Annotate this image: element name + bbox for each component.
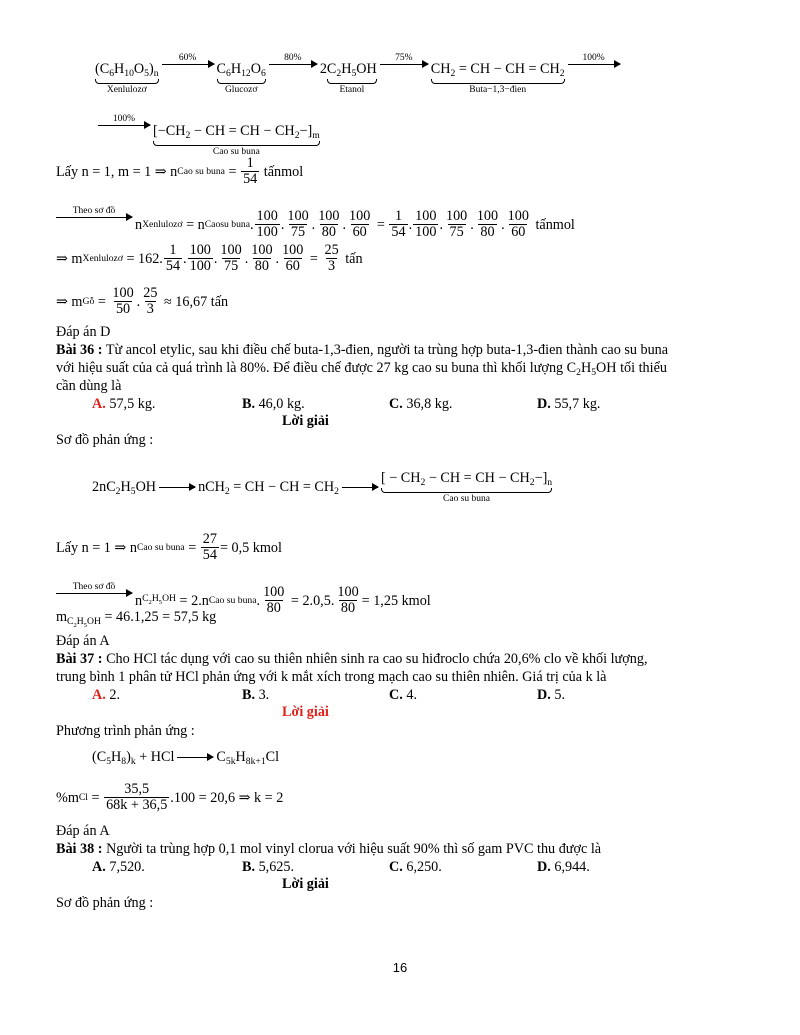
arrow-75: 75% bbox=[380, 53, 428, 76]
solution-heading-38: Lời giải bbox=[282, 876, 329, 892]
choice-38-d[interactable]: D. 6,944. bbox=[537, 859, 590, 875]
problem-36-line-2: với hiệu suất của cả quá trình là 80%. Để điều chế được 27 kg cao su buna thì khối lượng $C_2H_5OH$ tối thiểu bbox=[56, 360, 667, 378]
calc-line-1: Lấy n = 1, m = 1 ⇒ n Cao su buna = $\frac{1}{54}$ tấnmol bbox=[56, 155, 304, 187]
answer-36: Đáp án A bbox=[56, 633, 110, 649]
formula-glucoza: $C_6H_{12}O_6$ Glucozơ bbox=[216, 61, 266, 95]
calc-line-4: ⇒ m Gỗ = $\frac{100}{50}$ . $\frac{25}{3}$ ≈ 16,67 tấn bbox=[56, 285, 229, 317]
solution-heading-36: Lời giải bbox=[282, 413, 329, 429]
choice-37-a[interactable]: A. 2. bbox=[92, 687, 120, 703]
calc-36-line-2: Theo sơ đồ n $C_2H_5OH$ = 2.n Cao su buna . $\frac{100}{80}$ = 2.0,5. $\frac{100}{80}$ = 1,25 kmol bbox=[56, 576, 431, 616]
arrow-100-b: 100% bbox=[98, 114, 150, 137]
formula-cao-su-buna: [$-CH_2$ − CH = CH − $CH_2-]_m$ Cao su buna bbox=[153, 122, 320, 157]
calc-36-line-1: Lấy n = 1 ⇒ n Cao su buna = $\frac{27}{54}$ = 0,5 kmol bbox=[56, 531, 282, 563]
reaction-equation-37: $(C_5H_8)_k$ + HCl $C_{5k}H_{8k+1}Cl$ bbox=[92, 749, 280, 767]
problem-36-line-3: cần dùng là bbox=[56, 378, 122, 394]
answer-37: Đáp án A bbox=[56, 823, 110, 839]
calc-line-2: Theo sơ đồ n Xenlulozơ = n Caosu buna . $\frac{100}{100}$ . $\frac{100}{75}$ . $\frac{100}{80}$ . $\frac{100}{60}$ = $\frac{1}{54}$ . $\frac{100}{100}$ . $\frac{100}{75}$ . $\frac{100}{80}$ . $\frac{100}{60}$ tấnmol bbox=[56, 200, 575, 240]
arrow-60: 60% bbox=[162, 53, 214, 76]
reaction-equation-36: $2nC_2H_5OH$ nCH$_2$ = CH − CH = $CH_2$ [ − $CH_2$ − CH = CH − $CH_2-]_n$ Cao su buna bbox=[92, 470, 553, 504]
arrow-80: 80% bbox=[269, 53, 317, 76]
formula-butadien: $CH_2$ = CH − CH = $CH_2$ Buta−1,3−đien bbox=[430, 61, 565, 95]
equation-title-37: Phương trình phản ứng : bbox=[56, 723, 195, 739]
scheme-title-38: Sơ đồ phản ứng : bbox=[56, 895, 154, 911]
calc-37-line-1: %m Cl = $\frac{35,5}{68k + 36,5}$ .100 = 20,6 ⇒ k = 2 bbox=[56, 781, 284, 813]
choice-36-a[interactable]: A. 57,5 kg. bbox=[92, 396, 156, 412]
choice-36-d[interactable]: D. 55,7 kg. bbox=[537, 396, 601, 412]
choice-37-b[interactable]: B. 3. bbox=[242, 687, 270, 703]
arrow-100: 100% bbox=[568, 53, 620, 76]
calc-line-3: ⇒ m Xenlulozơ = 162. $\frac{1}{54}$ . $\frac{100}{100}$ . $\frac{100}{75}$ . $\frac{100}{80}$ . $\frac{100}{60}$ = $\frac{25}{3}$ tấn bbox=[56, 242, 363, 274]
choice-37-d[interactable]: D. 5. bbox=[537, 687, 565, 703]
reaction-scheme-row-1: $(C_6H_{10}O_5)_n$ Xenlulozơ 60% $C_6H_{12}O_6$ Glucozơ 80% 2 $C_2H_5OH$ Etanol 75% $CH_2$ = CH − CH = $CH_2$ Buta−1,3−đien 100% bbox=[95, 60, 623, 96]
problem-36-line-1: Bài 36 : Từ ancol etylic, sau khi điều chế buta-1,3-đien, người ta trùng hợp buta-1,3-đien thành cao su buna bbox=[56, 342, 669, 358]
choice-38-c[interactable]: C. 6,250. bbox=[389, 859, 442, 875]
scheme-title-36: Sơ đồ phản ứng : bbox=[56, 432, 154, 448]
problem-37-line-1: Bài 37 : Cho HCl tác dụng với cao su thiên nhiên sinh ra cao su hiđroclo chứa 20,6% clo về khối lượng, bbox=[56, 651, 648, 667]
problem-38-line-1: Bài 38 : Người ta trùng hợp 0,1 mol vinyl clorua với hiệu suất 90% thì số gam PVC thu được là bbox=[56, 841, 602, 857]
choice-37-c[interactable]: C. 4. bbox=[389, 687, 417, 703]
choice-36-c[interactable]: C. 36,8 kg. bbox=[389, 396, 453, 412]
choice-36-b[interactable]: B. 46,0 kg. bbox=[242, 396, 305, 412]
answer-35: Đáp án D bbox=[56, 324, 111, 340]
calc-36-line-3: $m_{C_2H_5OH} = 46.1,25 = 57,5$ kg bbox=[56, 609, 217, 629]
reaction-scheme-row-2 bbox=[95, 108, 320, 158]
choice-38-b[interactable]: B. 5,625. bbox=[242, 859, 295, 875]
page-number: 16 bbox=[392, 960, 408, 975]
choice-38-a[interactable]: A. 7,520. bbox=[92, 859, 145, 875]
formula-cao-su-buna-36: [ − $CH_2$ − CH = CH − $CH_2-]_n$ Cao su buna bbox=[380, 470, 553, 504]
solution-heading-37: Lời giải bbox=[282, 704, 329, 720]
formula-xenluloza: $(C_6H_{10}O_5)_n$ Xenlulozơ bbox=[95, 61, 159, 95]
problem-37-line-2: trung bình 1 phân tử HCl phản ứng với k mắt xích trong mạch cao su thiên nhiên. Giá trị của k là bbox=[56, 669, 607, 685]
formula-etanol: $C_2H_5OH$ Etanol bbox=[326, 61, 377, 95]
